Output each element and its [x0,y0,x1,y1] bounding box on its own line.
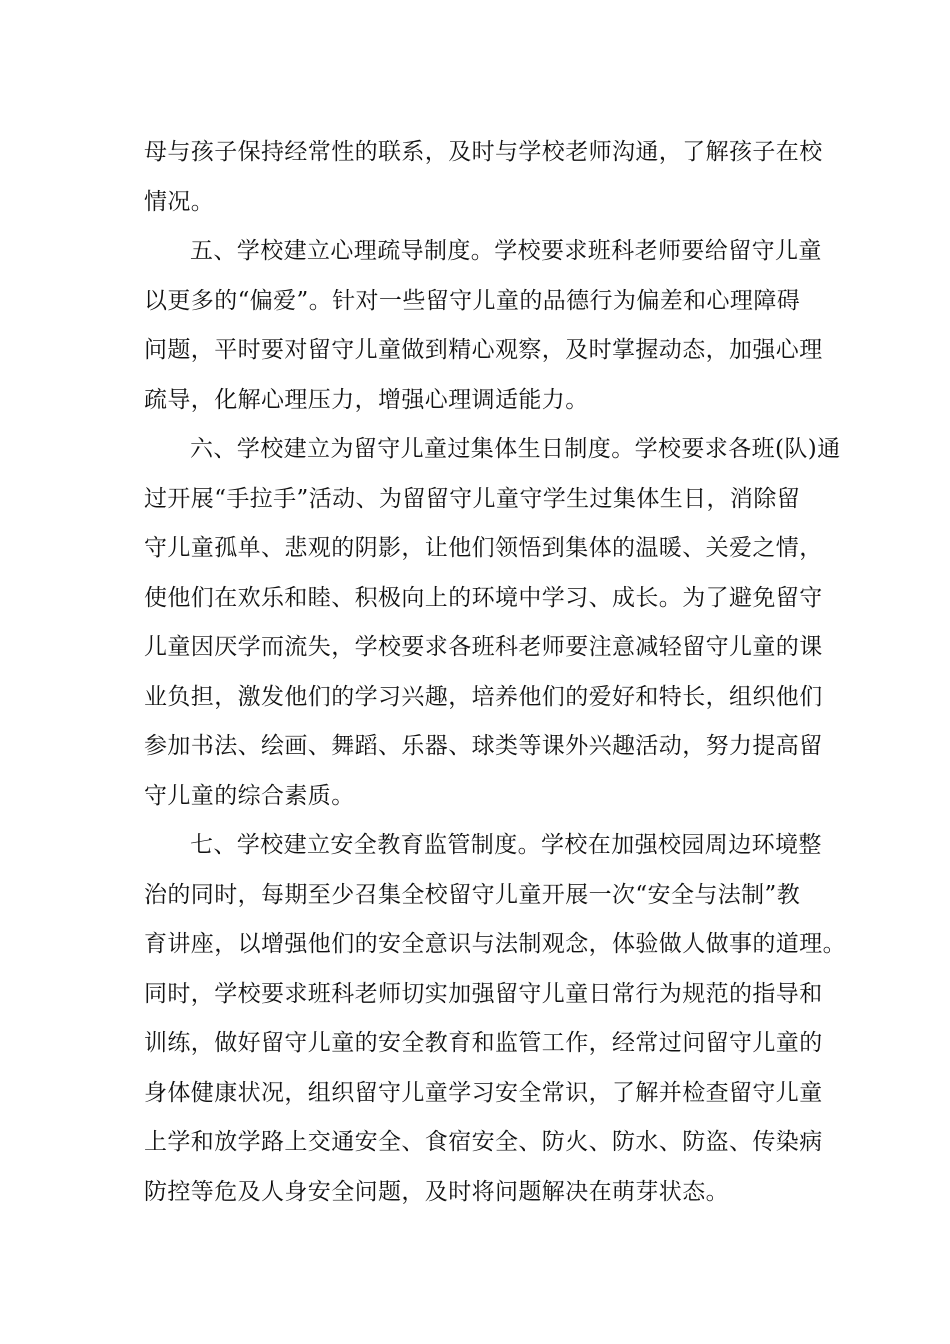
text-line: 训练，做好留守儿童的安全教育和监管工作，经常过问留守儿童的 [144,1030,823,1056]
text-line: 同时，学校要求班科老师切实加强留守儿童日常行为规范的指导和 [144,980,823,1007]
paragraph-seven-start: 七、学校建立安全教育监管制度。学校在加强校园周边环境整 [190,832,822,858]
paragraph-five-start: 五、学校建立心理疏导制度。学校要求班科老师要给留守儿童 [190,238,822,264]
paragraph-six-start: 六、学校建立为留守儿童过集体生日制度。学校要求各班(队)通 [190,436,841,462]
text-line: 防控等危及人身安全问题，及时将问题解决在萌芽状态。 [144,1178,729,1205]
text-line: 过开展“手拉手”活动、为留留守儿童守学生过集体生日，消除留 [144,485,801,512]
text-line: 问题，平时要对留守儿童做到精心观察，及时掌握动态，加强心理 [144,337,823,363]
text-line: 上学和放学路上交通安全、食宿安全、防火、防水、防盗、传染病 [144,1129,823,1155]
text-line: 育讲座，以增强他们的安全意识与法制观念，体验做人做事的道理。 [144,931,846,957]
text-line: 身体健康状况，组织留守儿童学习安全常识，了解并检查留守儿童 [144,1079,823,1106]
text-line: 守儿童孤单、悲观的阴影，让他们领悟到集体的温暖、关爱之情， [144,535,823,561]
text-line: 守儿童的综合素质。 [144,782,355,809]
body-text [144,128,844,1217]
text-line: 使他们在欢乐和睦、积极向上的环境中学习、成长。为了避免留守 [144,584,823,611]
text-line: 以更多的“偏爱”。针对一些留守儿童的品德行为偏差和心理障碍 [144,287,801,314]
text-line: 业负担，激发他们的学习兴趣，培养他们的爱好和特长，组织他们 [144,683,823,710]
text-line: 情况。 [144,188,215,215]
text-line: 疏导，化解心理压力，增强心理调适能力。 [144,386,589,413]
text-line: 儿童因厌学而流失，学校要求各班科老师要注意减轻留守儿童的课 [144,634,823,660]
text-line: 治的同时，每期至少召集全校留守儿童开展一次“安全与法制”教 [144,881,801,908]
text-line: 母与孩子保持经常性的联系，及时与学校老师沟通，了解孩子在校 [144,139,823,165]
text-line: 参加书法、绘画、舞蹈、乐器、球类等课外兴趣活动，努力提高留 [144,733,823,759]
